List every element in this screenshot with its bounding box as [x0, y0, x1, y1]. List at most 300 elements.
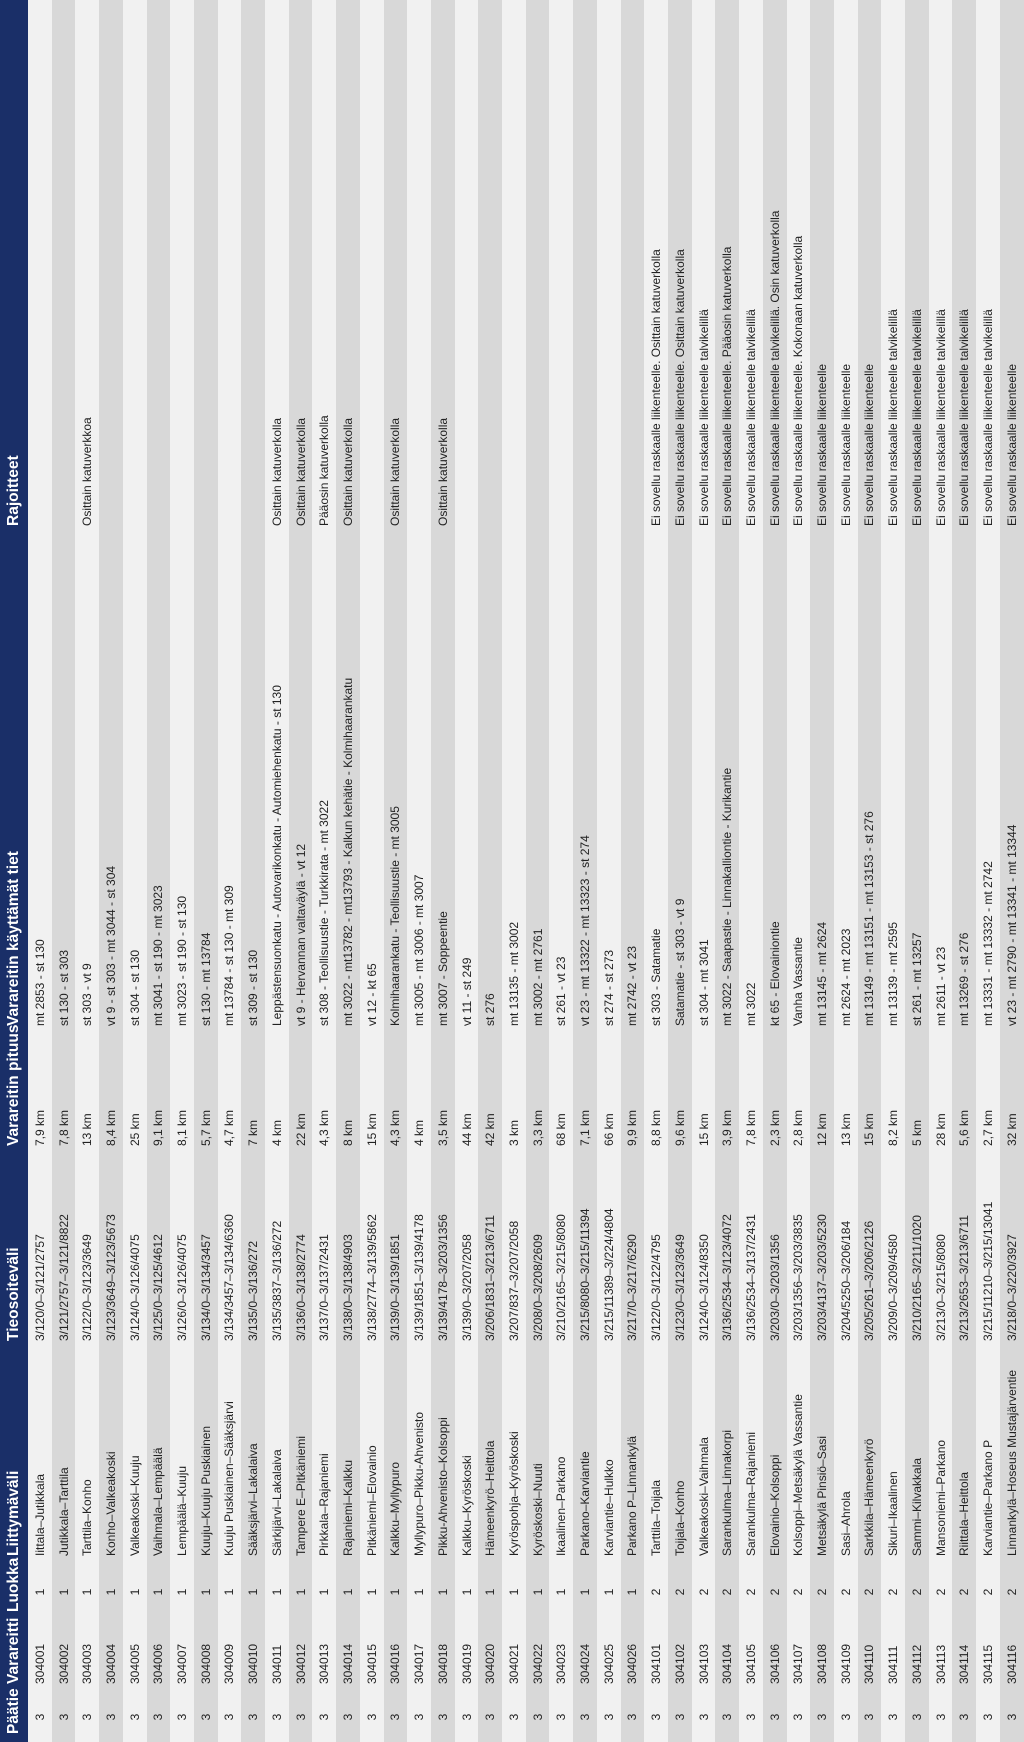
- cell-paatie: 3: [858, 1692, 882, 1742]
- cell-luokka: 1: [549, 1564, 573, 1620]
- cell-tieosoitevali: 3/123/0–3/123/3649: [668, 1154, 692, 1349]
- cell-varareitti: 304025: [597, 1620, 621, 1692]
- cell-liittymavali: Tarttila–Konho: [75, 1349, 99, 1564]
- cell-pituus: 3,9 km: [715, 1034, 739, 1154]
- cell-luokka: 1: [360, 1564, 384, 1620]
- cell-liittymavali: Riittala–Heittola: [952, 1349, 976, 1564]
- cell-tieosoitevali: 3/213/0–3/215/8080: [929, 1154, 953, 1349]
- table-row: [526, 0, 550, 1742]
- table-row: [834, 0, 858, 1742]
- cell-paatie: 3: [431, 1692, 455, 1742]
- table-row: [644, 0, 668, 1742]
- cell-tiet: mt 3022 - Saapastie - Linnakalliontie - Kurikantie: [715, 534, 739, 1034]
- cell-liittymavali: Tampere E–Pitkäniemi: [289, 1349, 313, 1564]
- cell-pituus: 68 km: [549, 1034, 573, 1154]
- cell-rajoitteet: [549, 0, 573, 534]
- cell-pituus: 7 km: [241, 1034, 265, 1154]
- cell-rajoitteet: Ei sovellu raskaalle liikenteelle: [1000, 0, 1024, 534]
- cell-rajoitteet: [147, 0, 171, 534]
- cell-rajoitteet: Ei sovellu raskaalle liikenteelle talvikelillä: [952, 0, 976, 534]
- cell-liittymavali: Rajaniemi–Kalkku: [336, 1349, 360, 1564]
- cell-paatie: 3: [241, 1692, 265, 1742]
- cell-liittymavali: Ikaalinen–Parkano: [549, 1349, 573, 1564]
- cell-luokka: 1: [99, 1564, 123, 1620]
- table-row: [407, 0, 431, 1742]
- cell-liittymavali: Kalkku–Kyröskoski: [455, 1349, 479, 1564]
- cell-varareitti: 304018: [431, 1620, 455, 1692]
- cell-rajoitteet: Ei sovellu raskaalle liikenteelle talvikelillä: [739, 0, 763, 534]
- cell-varareitti: 304015: [360, 1620, 384, 1692]
- cell-rajoitteet: Ei sovellu raskaalle liikenteelle talvikelillä. Osin katuverkolla: [763, 0, 787, 534]
- cell-pituus: 25 km: [123, 1034, 147, 1154]
- cell-rajoitteet: Ei sovellu raskaalle liikenteelle talvikelillä: [905, 0, 929, 534]
- cell-liittymavali: Mansoniemi–Parkano: [929, 1349, 953, 1564]
- cell-paatie: 3: [549, 1692, 573, 1742]
- cell-varareitti: 304008: [194, 1620, 218, 1692]
- cell-tiet: st 130 - mt 13784: [194, 534, 218, 1034]
- cell-varareitti: 304101: [644, 1620, 668, 1692]
- cell-tieosoitevali: 3/217/0–3/217/6290: [621, 1154, 645, 1349]
- cell-pituus: 9,1 km: [147, 1034, 171, 1154]
- cell-varareitti: 304026: [621, 1620, 645, 1692]
- cell-liittymavali: Kalkku–Myllypuro: [384, 1349, 408, 1564]
- table-row: [455, 0, 479, 1742]
- cell-luokka: 1: [312, 1564, 336, 1620]
- cell-tieosoitevali: 3/139/1851–3/139/4178: [407, 1154, 431, 1349]
- cell-rajoitteet: Ei sovellu raskaalle liikenteelle talvikelillä: [881, 0, 905, 534]
- cell-luokka: 2: [810, 1564, 834, 1620]
- cell-tiet: Vanha Vassantie: [787, 534, 811, 1034]
- cell-paatie: 3: [881, 1692, 905, 1742]
- cell-rajoitteet: [170, 0, 194, 534]
- table-row: [384, 0, 408, 1742]
- cell-pituus: 28 km: [929, 1034, 953, 1154]
- cell-pituus: 2,8 km: [787, 1034, 811, 1154]
- cell-varareitti: 304005: [123, 1620, 147, 1692]
- cell-rajoitteet: Osittain katuverkolla: [336, 0, 360, 534]
- cell-liittymavali: Iittala–Jutikkala: [28, 1349, 52, 1564]
- cell-luokka: 2: [644, 1564, 668, 1620]
- cell-luokka: 1: [597, 1564, 621, 1620]
- table-row: [360, 0, 384, 1742]
- cell-rajoitteet: [218, 0, 242, 534]
- cell-luokka: 2: [668, 1564, 692, 1620]
- cell-tiet: mt 3022: [739, 534, 763, 1034]
- cell-paatie: 3: [1000, 1692, 1024, 1742]
- cell-rajoitteet: Ei sovellu raskaalle liikenteelle. Pääosin katuverkolla: [715, 0, 739, 534]
- cell-liittymavali: Sarankulma–Linnakorpi: [715, 1349, 739, 1564]
- cell-pituus: 8,8 km: [644, 1034, 668, 1154]
- cell-tiet: mt 13135 - mt 3002: [502, 534, 526, 1034]
- cell-varareitti: 304022: [526, 1620, 550, 1692]
- cell-tiet: mt 13149 - mt 13151 - mt 13153 - st 276: [858, 534, 882, 1034]
- cell-paatie: 3: [28, 1692, 52, 1742]
- cell-varareitti: 304105: [739, 1620, 763, 1692]
- cell-tiet: vt 9 - st 303 - mt 3044 - st 304: [99, 534, 123, 1034]
- table-row: [976, 0, 1000, 1742]
- cell-luokka: 1: [455, 1564, 479, 1620]
- cell-tiet: vt 23 - mt 2790 - mt 13341 - mt 13344: [1000, 534, 1024, 1034]
- cell-varareitti: 304115: [976, 1620, 1000, 1692]
- cell-paatie: 3: [407, 1692, 431, 1742]
- cell-tiet: st 303 - vt 9: [75, 534, 99, 1034]
- cell-luokka: 2: [834, 1564, 858, 1620]
- cell-paatie: 3: [597, 1692, 621, 1742]
- cell-liittymavali: Sammi–Kilvakkala: [905, 1349, 929, 1564]
- cell-liittymavali: Pirkkala–Rajaniemi: [312, 1349, 336, 1564]
- cell-rajoitteet: [360, 0, 384, 534]
- cell-tiet: mt 13145 - mt 2624: [810, 534, 834, 1034]
- cell-tieosoitevali: 3/215/11389–3/224/4804: [597, 1154, 621, 1349]
- cell-liittymavali: Valkeakoski–Kuuju: [123, 1349, 147, 1564]
- table-row: [312, 0, 336, 1742]
- cell-pituus: 8,4 km: [99, 1034, 123, 1154]
- cell-luokka: 1: [526, 1564, 550, 1620]
- table-row: [336, 0, 360, 1742]
- cell-rajoitteet: [621, 0, 645, 534]
- cell-tiet: mt 2853 - st 130: [28, 534, 52, 1034]
- cell-paatie: 3: [834, 1692, 858, 1742]
- cell-liittymavali: Toijala–Konho: [668, 1349, 692, 1564]
- cell-pituus: 22 km: [289, 1034, 313, 1154]
- cell-pituus: 4,3 km: [384, 1034, 408, 1154]
- cell-tiet: st 304 - mt 3041: [692, 534, 716, 1034]
- cell-liittymavali: Hämeenkyrö–Heittola: [478, 1349, 502, 1564]
- cell-luokka: 1: [194, 1564, 218, 1620]
- cell-pituus: 8,2 km: [881, 1034, 905, 1154]
- cell-varareitti: 304021: [502, 1620, 526, 1692]
- cell-rajoitteet: Osittain katuverkolla: [431, 0, 455, 534]
- table-row: [99, 0, 123, 1742]
- cell-pituus: 4 km: [407, 1034, 431, 1154]
- cell-paatie: 3: [336, 1692, 360, 1742]
- cell-varareitti: 304013: [312, 1620, 336, 1692]
- cell-paatie: 3: [810, 1692, 834, 1742]
- cell-rajoitteet: Ei sovellu raskaalle liikenteelle. Osittain katuverkolla: [668, 0, 692, 534]
- cell-pituus: 8,1 km: [170, 1034, 194, 1154]
- table-row: [170, 0, 194, 1742]
- cell-pituus: 15 km: [692, 1034, 716, 1154]
- cell-varareitti: 304113: [929, 1620, 953, 1692]
- cell-luokka: 2: [905, 1564, 929, 1620]
- header-rajoitteet: Rajoitteet: [0, 0, 28, 534]
- cell-liittymavali: Myllypuro–Pikku-Ahvenisto: [407, 1349, 431, 1564]
- cell-tieosoitevali: 3/134/3457–3/134/6360: [218, 1154, 242, 1349]
- cell-pituus: 42 km: [478, 1034, 502, 1154]
- cell-varareitti: 304016: [384, 1620, 408, 1692]
- cell-paatie: 3: [478, 1692, 502, 1742]
- header-pituus: Varareitin pituus: [0, 1034, 28, 1154]
- cell-liittymavali: Linnankylä–Hoseus Mustajärventie: [1000, 1349, 1024, 1564]
- cell-tieosoitevali: 3/139/0–3/139/1851: [384, 1154, 408, 1349]
- cell-tiet: Leppästensuonkatu - Autovarikonkatu - Automiehenkatu - st 130: [265, 534, 289, 1034]
- cell-liittymavali: Sarankulma–Rajaniemi: [739, 1349, 763, 1564]
- table-row: [218, 0, 242, 1742]
- cell-pituus: 4 km: [265, 1034, 289, 1154]
- cell-pituus: 2,3 km: [763, 1034, 787, 1154]
- table-row: [668, 0, 692, 1742]
- cell-liittymavali: Kyröspohja–Kyröskoski: [502, 1349, 526, 1564]
- cell-tiet: mt 3041 - st 190 - mt 3023: [147, 534, 171, 1034]
- cell-varareitti: 304024: [573, 1620, 597, 1692]
- table-row: [478, 0, 502, 1742]
- header-paatie: Päätie: [0, 1692, 28, 1742]
- cell-liittymavali: Kuuju–Kuuju Puskiainen: [194, 1349, 218, 1564]
- cell-rajoitteet: Ei sovellu raskaalle liikenteelle. Osittain katuverkolla: [644, 0, 668, 534]
- cell-tiet: st 130 - st 303: [52, 534, 76, 1034]
- table-row: [858, 0, 882, 1742]
- cell-rajoitteet: [597, 0, 621, 534]
- cell-liittymavali: Parkano–Karviantie: [573, 1349, 597, 1564]
- cell-tieosoitevali: 3/125/0–3/125/4612: [147, 1154, 171, 1349]
- cell-varareitti: 304023: [549, 1620, 573, 1692]
- cell-luokka: 1: [241, 1564, 265, 1620]
- cell-luokka: 1: [52, 1564, 76, 1620]
- table-row: [739, 0, 763, 1742]
- cell-paatie: 3: [52, 1692, 76, 1742]
- cell-pituus: 12 km: [810, 1034, 834, 1154]
- cell-pituus: 32 km: [1000, 1034, 1024, 1154]
- cell-luokka: 1: [147, 1564, 171, 1620]
- cell-tiet: mt 13139 - mt 2595: [881, 534, 905, 1034]
- cell-tieosoitevali: 3/134/0–3/134/3457: [194, 1154, 218, 1349]
- table-row: [289, 0, 313, 1742]
- cell-tiet: vt 9 - Hervannan valtaväylä - vt 12: [289, 534, 313, 1034]
- cell-luokka: 2: [763, 1564, 787, 1620]
- table-row: [241, 0, 265, 1742]
- cell-varareitti: 304116: [1000, 1620, 1024, 1692]
- table-row: [763, 0, 787, 1742]
- cell-paatie: 3: [289, 1692, 313, 1742]
- table-row: [929, 0, 953, 1742]
- cell-liittymavali: Sääksjärvi–Lakalaiva: [241, 1349, 265, 1564]
- cell-tiet: mt 13784 - st 130 - mt 309: [218, 534, 242, 1034]
- cell-pituus: 66 km: [597, 1034, 621, 1154]
- cell-pituus: 13 km: [834, 1034, 858, 1154]
- table-header: [0, 0, 28, 1742]
- cell-luokka: 1: [218, 1564, 242, 1620]
- cell-tieosoitevali: 3/215/8080–3/215/11394: [573, 1154, 597, 1349]
- cell-luokka: 2: [929, 1564, 953, 1620]
- cell-tieosoitevali: 3/205/261–3/206/2126: [858, 1154, 882, 1349]
- cell-tieosoitevali: 3/124/0–3/124/8350: [692, 1154, 716, 1349]
- header-luokka: Luokka: [0, 1564, 28, 1620]
- cell-liittymavali: Särkijärvi–Lakalaiva: [265, 1349, 289, 1564]
- cell-luokka: 1: [431, 1564, 455, 1620]
- table-row: [692, 0, 716, 1742]
- cell-tieosoitevali: 3/121/2757–3/121/8822: [52, 1154, 76, 1349]
- cell-tiet: st 274 - st 273: [597, 534, 621, 1034]
- cell-paatie: 3: [668, 1692, 692, 1742]
- table-row: [881, 0, 905, 1742]
- cell-paatie: 3: [99, 1692, 123, 1742]
- cell-tiet: mt 2624 - mt 2023: [834, 534, 858, 1034]
- cell-tieosoitevali: 3/122/0–3/122/4795: [644, 1154, 668, 1349]
- cell-paatie: 3: [787, 1692, 811, 1742]
- cell-pituus: 7,8 km: [739, 1034, 763, 1154]
- cell-rajoitteet: Pääosin katuverkolla: [312, 0, 336, 534]
- cell-paatie: 3: [692, 1692, 716, 1742]
- cell-luokka: 1: [170, 1564, 194, 1620]
- cell-liittymavali: Pikku-Ahvenisto–Kolsoppi: [431, 1349, 455, 1564]
- cell-luokka: 2: [715, 1564, 739, 1620]
- cell-paatie: 3: [170, 1692, 194, 1742]
- cell-liittymavali: Karviantie–Hulkko: [597, 1349, 621, 1564]
- cell-paatie: 3: [123, 1692, 147, 1742]
- cell-pituus: 44 km: [455, 1034, 479, 1154]
- cell-luokka: 1: [478, 1564, 502, 1620]
- cell-liittymavali: Kuuju Puskiainen–Sääksjärvi: [218, 1349, 242, 1564]
- table-row: [952, 0, 976, 1742]
- cell-rajoitteet: Ei sovellu raskaalle liikenteelle: [834, 0, 858, 534]
- cell-luokka: 1: [336, 1564, 360, 1620]
- cell-tieosoitevali: 3/207/837–3/207/2058: [502, 1154, 526, 1349]
- table-row: [147, 0, 171, 1742]
- cell-tiet: st 261 - mt 13257: [905, 534, 929, 1034]
- table-row: [265, 0, 289, 1742]
- cell-tieosoitevali: 3/203/0–3/203/1356: [763, 1154, 787, 1349]
- cell-paatie: 3: [905, 1692, 929, 1742]
- cell-rajoitteet: Ei sovellu raskaalle liikenteelle: [858, 0, 882, 534]
- cell-tiet: kt 65 - Elovainiontie: [763, 534, 787, 1034]
- header-varareitti: Varareitti: [0, 1620, 28, 1692]
- cell-pituus: 4,7 km: [218, 1034, 242, 1154]
- cell-pituus: 15 km: [360, 1034, 384, 1154]
- cell-tieosoitevali: 3/209/0–3/209/4580: [881, 1154, 905, 1349]
- table-row: [75, 0, 99, 1742]
- cell-tieosoitevali: 3/136/0–3/138/2774: [289, 1154, 313, 1349]
- cell-tiet: st 309 - st 130: [241, 534, 265, 1034]
- cell-paatie: 3: [715, 1692, 739, 1742]
- cell-rajoitteet: [502, 0, 526, 534]
- cell-tieosoitevali: 3/135/0–3/136/272: [241, 1154, 265, 1349]
- cell-rajoitteet: Osittain katuverkkoa: [75, 0, 99, 534]
- table-row: [597, 0, 621, 1742]
- cell-liittymavali: Konho–Valkeakoski: [99, 1349, 123, 1564]
- cell-rajoitteet: Ei sovellu raskaalle liikenteelle. Kokonaan katuverkolla: [787, 0, 811, 534]
- cell-liittymavali: Lempäälä–Kuuju: [170, 1349, 194, 1564]
- cell-paatie: 3: [384, 1692, 408, 1742]
- table-row: [52, 0, 76, 1742]
- cell-luokka: 1: [407, 1564, 431, 1620]
- cell-varareitti: 304109: [834, 1620, 858, 1692]
- table-row: [787, 0, 811, 1742]
- cell-tieosoitevali: 3/122/0–3/123/3649: [75, 1154, 99, 1349]
- cell-liittymavali: Tarttila–Toijala: [644, 1349, 668, 1564]
- cell-rajoitteet: [478, 0, 502, 534]
- cell-paatie: 3: [312, 1692, 336, 1742]
- cell-varareitti: 304009: [218, 1620, 242, 1692]
- cell-liittymavali: Elovainio–Kolsoppi: [763, 1349, 787, 1564]
- cell-paatie: 3: [644, 1692, 668, 1742]
- cell-varareitti: 304107: [787, 1620, 811, 1692]
- cell-tiet: st 304 - st 130: [123, 534, 147, 1034]
- cell-rajoitteet: [455, 0, 479, 534]
- cell-varareitti: 304014: [336, 1620, 360, 1692]
- cell-liittymavali: Kolsoppi–Metsäkylä Vassantie: [787, 1349, 811, 1564]
- table-row: [123, 0, 147, 1742]
- cell-paatie: 3: [360, 1692, 384, 1742]
- table-row: [502, 0, 526, 1742]
- cell-tiet: mt 13269 - st 276: [952, 534, 976, 1034]
- cell-luokka: 2: [787, 1564, 811, 1620]
- cell-pituus: 5,6 km: [952, 1034, 976, 1154]
- cell-liittymavali: Parkano P–Linnankylä: [621, 1349, 645, 1564]
- cell-tieosoitevali: 3/203/4137–3/203/5230: [810, 1154, 834, 1349]
- cell-liittymavali: Valkeakoski–Vaihmala: [692, 1349, 716, 1564]
- cell-tieosoitevali: 3/203/1356–3/203/3835: [787, 1154, 811, 1349]
- cell-tiet: mt 2611 - vt 23: [929, 534, 953, 1034]
- cell-varareitti: 304108: [810, 1620, 834, 1692]
- cell-varareitti: 304111: [881, 1620, 905, 1692]
- cell-tieosoitevali: 3/204/5250–3/206/184: [834, 1154, 858, 1349]
- cell-tiet: vt 11 - st 249: [455, 534, 479, 1034]
- cell-luokka: 1: [384, 1564, 408, 1620]
- cell-paatie: 3: [621, 1692, 645, 1742]
- cell-tieosoitevali: 3/208/0–3/208/2609: [526, 1154, 550, 1349]
- cell-rajoitteet: Osittain katuverkolla: [265, 0, 289, 534]
- cell-paatie: 3: [75, 1692, 99, 1742]
- cell-rajoitteet: [573, 0, 597, 534]
- cell-tiet: Satamatie - st 303 - vt 9: [668, 534, 692, 1034]
- cell-rajoitteet: [99, 0, 123, 534]
- cell-paatie: 3: [265, 1692, 289, 1742]
- cell-tiet: st 308 - Teollisuustie - Turkkirata - mt 3022: [312, 534, 336, 1034]
- cell-liittymavali: Sarkkila–Hämeenkyrö: [858, 1349, 882, 1564]
- cell-paatie: 3: [455, 1692, 479, 1742]
- table-row: [28, 0, 52, 1742]
- header-tiet: Varareitin käyttämät tiet: [0, 534, 28, 1034]
- cell-pituus: 2,7 km: [976, 1034, 1000, 1154]
- cell-paatie: 3: [929, 1692, 953, 1742]
- cell-varareitti: 304020: [478, 1620, 502, 1692]
- cell-luokka: 1: [123, 1564, 147, 1620]
- cell-varareitti: 304112: [905, 1620, 929, 1692]
- cell-luokka: 1: [28, 1564, 52, 1620]
- cell-varareitti: 304012: [289, 1620, 313, 1692]
- cell-varareitti: 304002: [52, 1620, 76, 1692]
- table-row: [715, 0, 739, 1742]
- cell-rajoitteet: [241, 0, 265, 534]
- cell-rajoitteet: [52, 0, 76, 534]
- cell-varareitti: 304103: [692, 1620, 716, 1692]
- cell-tieosoitevali: 3/124/0–3/126/4075: [123, 1154, 147, 1349]
- table-row: [573, 0, 597, 1742]
- cell-rajoitteet: Ei sovellu raskaalle liikenteelle talvikelillä: [976, 0, 1000, 534]
- cell-tieosoitevali: 3/137/0–3/137/2431: [312, 1154, 336, 1349]
- table-row: [431, 0, 455, 1742]
- cell-tiet: mt 3002 - mt 2761: [526, 534, 550, 1034]
- cell-paatie: 3: [573, 1692, 597, 1742]
- cell-pituus: 4,3 km: [312, 1034, 336, 1154]
- cell-tiet: mt 3005 - mt 3006 - mt 3007: [407, 534, 431, 1034]
- cell-liittymavali: Jutikkala–Tarttila: [52, 1349, 76, 1564]
- cell-paatie: 3: [526, 1692, 550, 1742]
- cell-tiet: mt 3007 - Soppeentie: [431, 534, 455, 1034]
- cell-luokka: 1: [265, 1564, 289, 1620]
- table-row: [1000, 0, 1024, 1742]
- cell-paatie: 3: [763, 1692, 787, 1742]
- cell-luokka: 2: [952, 1564, 976, 1620]
- cell-pituus: 7,9 km: [28, 1034, 52, 1154]
- cell-pituus: 15 km: [858, 1034, 882, 1154]
- cell-pituus: 13 km: [75, 1034, 99, 1154]
- cell-tieosoitevali: 3/126/0–3/126/4075: [170, 1154, 194, 1349]
- cell-liittymavali: Pitkäniemi–Elovainio: [360, 1349, 384, 1564]
- cell-rajoitteet: Osittain katuverkolla: [384, 0, 408, 534]
- cell-luokka: 2: [976, 1564, 1000, 1620]
- cell-tiet: vt 23 - mt 13322 - mt 13323 - st 274: [573, 534, 597, 1034]
